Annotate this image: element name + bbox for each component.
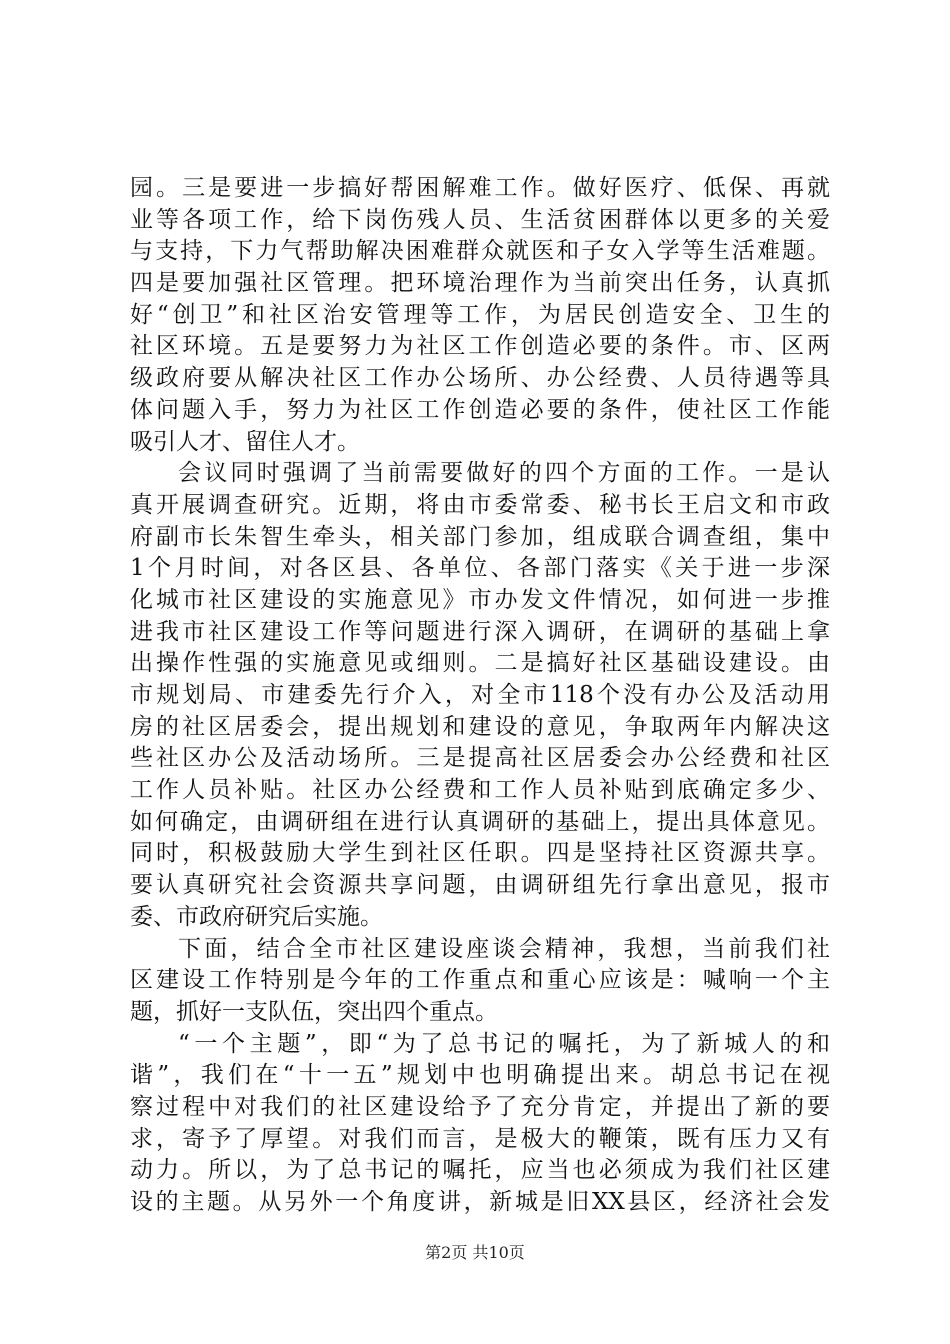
text-line: 好“创卫”和社区治安管理等工作，为居民创造安全、卫生的 bbox=[130, 301, 830, 328]
body-text bbox=[130, 173, 830, 1219]
text-line: 市规划局、市建委先行介入，对全市118个没有办公及活动用 bbox=[130, 682, 830, 708]
text-line: 委、市政府研究后实施。 bbox=[130, 903, 383, 930]
text-line: 1个月时间，对各区县、各单位、各部门落实《关于进一步深 bbox=[130, 555, 830, 582]
text-line: 化城市社区建设的实施意见》市办发文件情况，如何进一步推 bbox=[130, 586, 830, 613]
text-line: 谐”，我们在“十一五”规划中也明确提出来。胡总书记在视 bbox=[130, 1062, 830, 1089]
text-line: 题，抓好一支队伍，突出四个重点。 bbox=[130, 998, 498, 1025]
text-line: 吸引人才、留住人才。 bbox=[130, 428, 360, 455]
text-line: 进我市社区建设工作等问题进行深入调研，在调研的基础上拿 bbox=[130, 618, 830, 645]
text-line: 察过程中对我们的社区建设给予了充分肯定，并提出了新的要 bbox=[130, 1093, 830, 1120]
paragraph-start-line: 会议同时强调了当前需要做好的四个方面的工作。一是认 bbox=[178, 460, 830, 487]
text-line: 同时，积极鼓励大学生到社区任职。四是坚持社区资源共享。 bbox=[130, 840, 830, 867]
text-line: 四是要加强社区管理。把环境治理作为当前突出任务，认真抓 bbox=[130, 270, 830, 297]
text-line: 真开展调查研究。近期，将由市委常委、秘书长王启文和市政 bbox=[130, 491, 830, 518]
text-line: 级政府要从解决社区工作办公场所、办公经费、人员待遇等具 bbox=[130, 365, 830, 392]
text-line: 区建设工作特别是今年的工作重点和重心应该是：喊响一个主 bbox=[130, 967, 830, 994]
text-line: 园。三是要进一步搞好帮困解难工作。做好医疗、低保、再就 bbox=[130, 175, 830, 201]
text-line: 业等各项工作，给下岗伤残人员、生活贫困群体以更多的关爱 bbox=[130, 206, 830, 233]
text-line: 与支持，下力气帮助解决困难群众就医和子女入学等生活难题。 bbox=[130, 238, 830, 265]
text-line: 如何确定，由调研组在进行认真调研的基础上，提出具体意见。 bbox=[130, 808, 830, 835]
text-line: 些社区办公及活动场所。三是提高社区居委会办公经费和社区 bbox=[130, 745, 830, 772]
text-line: 设的主题。从另外一个角度讲，新城是旧XX县区，经济社会发 bbox=[130, 1189, 830, 1215]
text-line: 求，寄予了厚望。对我们而言，是极大的鞭策，既有压力又有 bbox=[130, 1125, 830, 1152]
text-line: 社区环境。五是要努力为社区工作创造必要的条件。市、区两 bbox=[130, 333, 830, 360]
text-line: 要认真研究社会资源共享问题，由调研组先行拿出意见，报市 bbox=[130, 872, 830, 899]
paragraph-start-line: “一个主题”，即“为了总书记的嘱托，为了新城人的和 bbox=[178, 1030, 830, 1057]
text-line: 体问题入手，努力为社区工作创造必要的条件，使社区工作能 bbox=[130, 396, 830, 423]
paragraph-start-line: 下面，结合全市社区建设座谈会精神，我想，当前我们社 bbox=[178, 935, 830, 962]
text-line: 府副市长朱智生牵头，相关部门参加，组成联合调查组，集中 bbox=[130, 523, 830, 550]
page-footer: 第2页 共10页 bbox=[425, 1243, 525, 1262]
text-line: 出操作性强的实施意见或细则。二是搞好社区基础设建设。由 bbox=[130, 650, 830, 677]
text-line: 工作人员补贴。社区办公经费和工作人员补贴到底确定多少、 bbox=[130, 777, 830, 804]
text-line: 房的社区居委会，提出规划和建设的意见，争取两年内解决这 bbox=[130, 713, 830, 740]
text-line: 动力。所以，为了总书记的嘱托，应当也必须成为我们社区建 bbox=[130, 1157, 830, 1184]
